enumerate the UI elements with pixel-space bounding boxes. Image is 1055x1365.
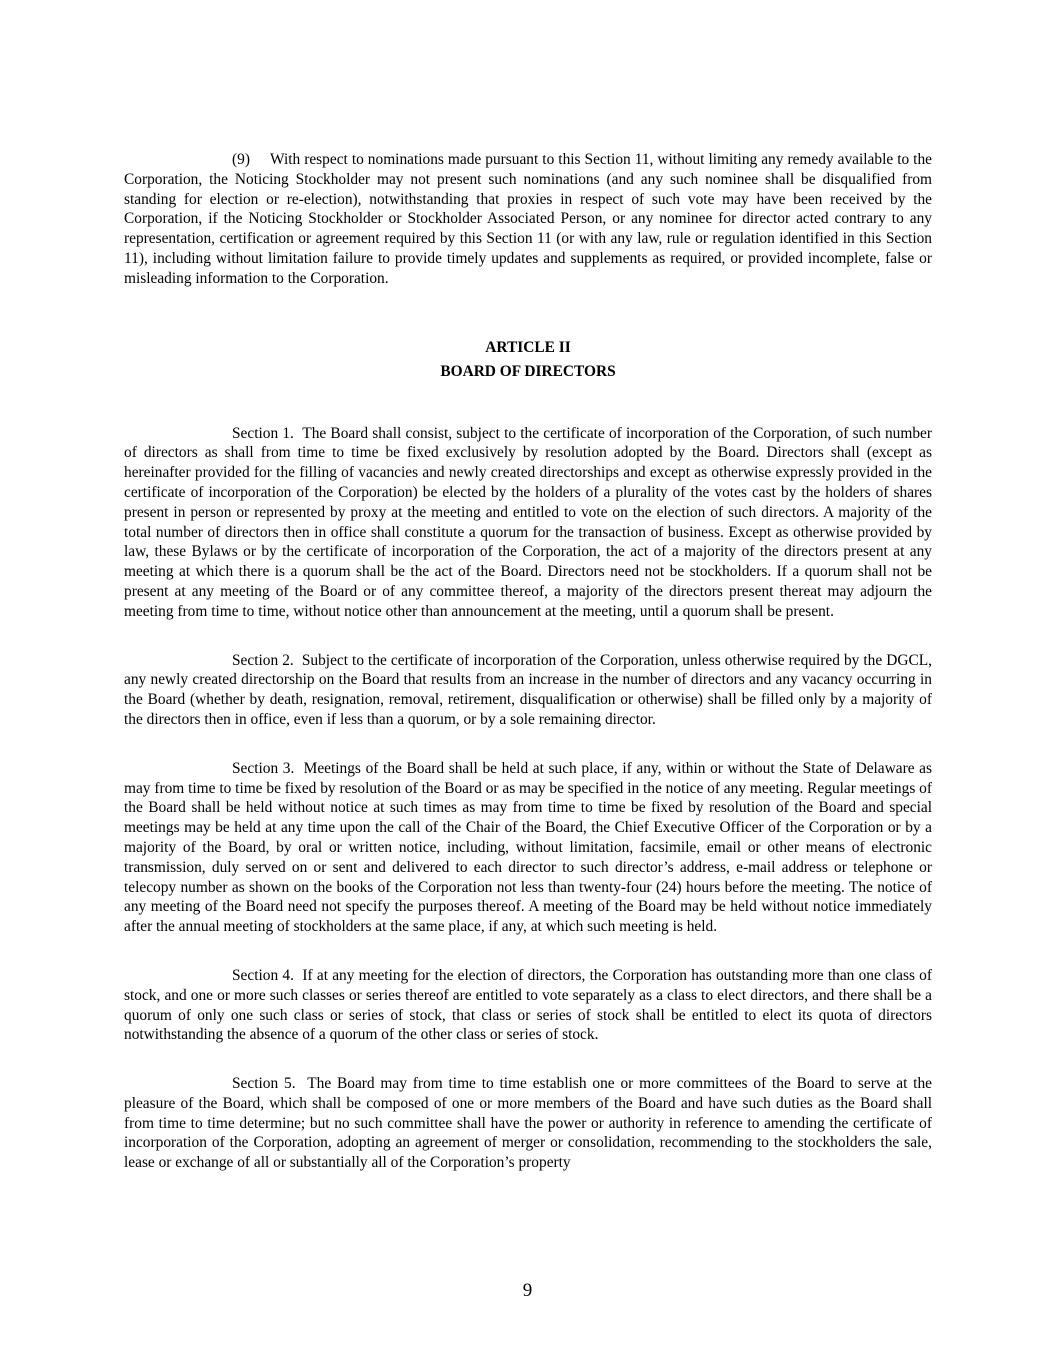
article-heading <box>124 336 932 384</box>
article-number: ARTICLE II <box>485 338 571 356</box>
section-4: Section 4. If at any meeting for the election of directors, the Corporation has outstanding more than one class of stock, and one or more such classes or series thereof are entitled to vote separately as a class to elect directors, and there shall be a quorum of only one such class or series of stock, that class or series of stock shall be entitled to elect its quota of directors notwithstanding the absence of a quorum of the other class or series of stock. <box>124 966 932 1044</box>
section-2: Section 2. Subject to the certificate of incorporation of the Corporation, unless otherwise required by the DGCL, any newly created directorship on the Board that results from an increase in the number of directors and any vacancy occurring in the Board (whether by death, resignation, removal, retirement, disqualification or otherwise) shall be filled only by a majority of the directors then in office, even if less than a quorum, or by a sole remaining director. <box>124 651 932 728</box>
section-5: Section 5. The Board may from time to time establish one or more committees of the Board to serve at the pleasure of the Board, which shall be composed of one or more members of the Board and have such duties as the Board shall from time to time determine; but no such committee shall have the power or authority in reference to amending the certificate of incorporation of the Corporation, adopting an agreement of merger or consolidation, recommending to the stockholders the sale, lease or exchange of all or substantially all of the Corporation’s property <box>124 1075 932 1172</box>
page-number: 9 <box>522 1280 533 1301</box>
article-title: BOARD OF DIRECTORS <box>440 362 616 380</box>
section-1: Section 1. The Board shall consist, subject to the certificate of incorporation of the Corporation, of such number of directors as shall from time to time be fixed exclusively by resolution adopted by the Board. Directors shall (except as hereinafter provided for the filling of vacancies and newly created directorships and except as otherwise expressly provided in the certificate of incorporation of the Corporation) be elected by the holders of a plurality of the votes cast by the holders of shares present in person or represented by proxy at the meeting and entitled to vote on the election of such directors. A majority of the total number of directors then in office shall constitute a quorum for the transaction of business. Except as otherwise provided by law, these Bylaws or by the certificate of incorporation of the Corporation, the act of a majority of the directors present at any meeting at which there is a quorum shall be the act of the Board. Directors need not be stockholders. If a quorum shall not be present at any meeting of the Board or of any committee thereof, a majority of the directors present thereat may adjourn the meeting from time to time, without notice other than announcement at the meeting, until a quorum shall be present. <box>124 424 932 620</box>
document-body <box>124 150 932 1173</box>
section-3: Section 3. Meetings of the Board shall be held at such place, if any, within or without the State of Delaware as may from time to time be fixed by resolution of the Board or as may be specified in the notice of any meeting. Regular meetings of the Board shall be held without notice at such times as may from time to time be fixed by resolution of the Board and special meetings may be held at any time upon the call of the Chair of the Board, the Chief Executive Officer of the Corporation or by a majority of the Board, by oral or written notice, including, without limitation, facsimile, email or other means of electronic transmission, duly served on or sent and delivered to each director to such director’s address, e-mail address or telephone or telecopy number as shown on the books of the Corporation not less than twenty-four (24) hours before the meeting. The notice of any meeting of the Board need not specify the purposes thereof. A meeting of the Board may be held without notice immediately after the annual meeting of stockholders at the same place, if any, at which such meeting is held. <box>124 759 932 936</box>
paragraph-9: (9) With respect to nominations made pursuant to this Section 11, without limiting any remedy available to the Corporation, the Noticing Stockholder may not present such nominations (and any such nominee shall be disqualified from standing for election or re-election), notwithstanding that proxies in respect of such vote may have been received by the Corporation, if the Noticing Stockholder or Stockholder Associated Person, or any nominee for director acted contrary to any representation, certification or agreement required by this Section 11 (or with any law, rule or regulation identified in this Section 11), including without limitation failure to provide timely updates and supplements as required, or provided incomplete, false or misleading information to the Corporation. <box>124 151 932 287</box>
